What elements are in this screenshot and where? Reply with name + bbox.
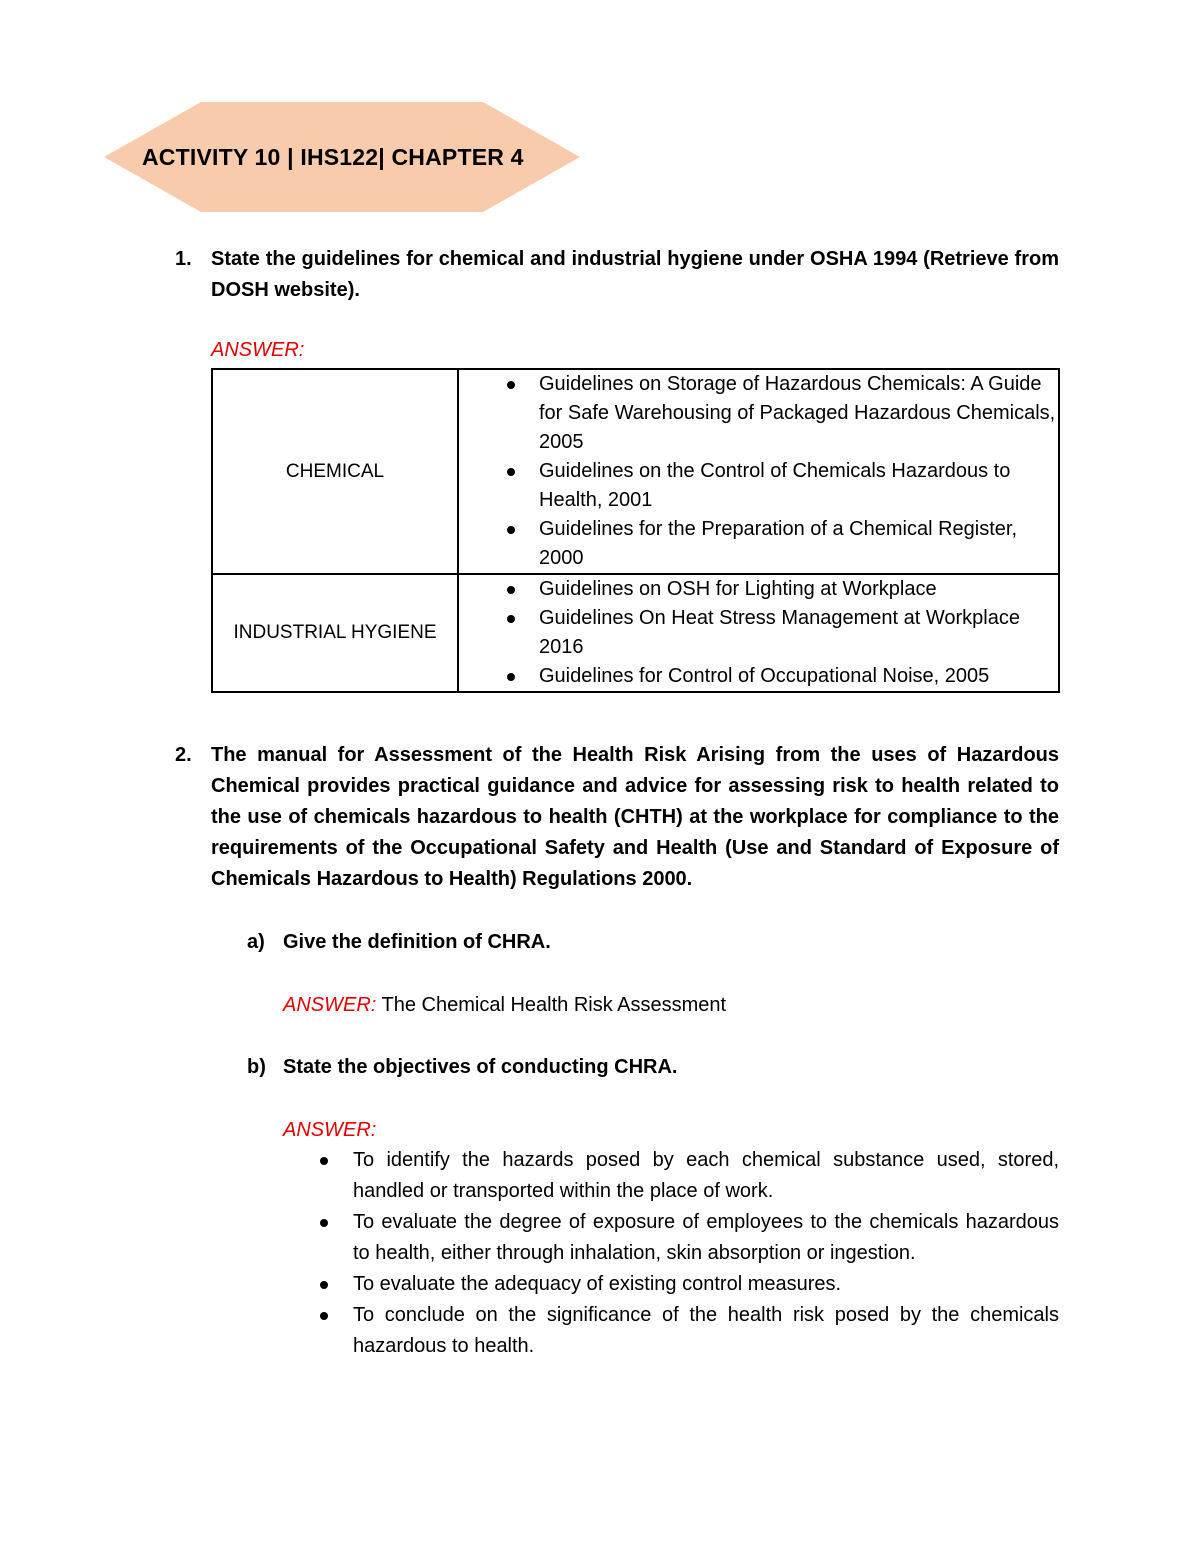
table-category-cell: INDUSTRIAL HYGIENE — [212, 574, 458, 692]
list-item: Guidelines on the Control of Chemicals Hazardous to Health, 2001 — [459, 457, 1058, 515]
sub-question-a — [247, 927, 551, 958]
sub-question-b-text: State the objectives of conducting CHRA. — [283, 1056, 678, 1078]
list-item: Guidelines for Control of Occupational Noise, 2005 — [459, 662, 1058, 691]
question-1 — [175, 244, 1059, 306]
answer-text: The Chemical Health Risk Assessment — [376, 994, 727, 1016]
objectives-list — [283, 1145, 1059, 1362]
guideline-list — [459, 370, 1058, 573]
sub-question-a-letter: a) — [247, 931, 265, 953]
question-1-text: State the guidelines for chemical and industrial hygiene under OSHA 1994 (Retrieve from DOSH website). — [211, 248, 1059, 301]
table-category-cell: CHEMICAL — [212, 369, 458, 574]
sub-question-b-answer-label: ANSWER: — [283, 1119, 377, 1141]
page-title: ACTIVITY 10 | IHS122| CHAPTER 4 — [142, 144, 524, 170]
table-items-cell — [458, 369, 1059, 574]
guideline-list — [459, 575, 1058, 691]
list-item: Guidelines on OSH for Lighting at Workplace — [459, 575, 1058, 604]
question-2-number: 2. — [175, 744, 192, 766]
question-1-answer-label: ANSWER: — [211, 339, 305, 361]
guidelines-table — [211, 368, 1060, 693]
table-row — [212, 574, 1059, 692]
sub-question-a-text: Give the definition of CHRA. — [283, 931, 551, 953]
table-items-cell — [458, 574, 1059, 692]
list-item: To evaluate the adequacy of existing control measures. — [283, 1269, 1059, 1300]
sub-question-b — [247, 1052, 678, 1083]
sub-question-b-letter: b) — [247, 1056, 266, 1078]
list-item: To evaluate the degree of exposure of employees to the chemicals hazardous to health, either through inhalation, skin absorption or ingestion. — [283, 1207, 1059, 1269]
list-item: Guidelines for the Preparation of a Chemical Register, 2000 — [459, 515, 1058, 573]
list-item: Guidelines On Heat Stress Management at Workplace 2016 — [459, 604, 1058, 662]
question-2-text: The manual for Assessment of the Health Risk Arising from the uses of Hazardous Chemical provides practical guidance and advice for assessing risk to health related to the use of chemicals hazardous to health (CHTH) at the workplace for compliance to the requirements of the Occupational Safety and Health (Use and Standard of Exposure of Chemicals Hazardous to Health) Regulations 2000. — [211, 744, 1059, 890]
list-item: To conclude on the significance of the health risk posed by the chemicals hazardous to health. — [283, 1300, 1059, 1362]
list-item: To identify the hazards posed by each chemical substance used, stored, handled or transported within the place of work. — [283, 1145, 1059, 1207]
list-item: Guidelines on Storage of Hazardous Chemicals: A Guide for Safe Warehousing of Packaged Hazardous Chemicals, 2005 — [459, 370, 1058, 457]
table-row — [212, 369, 1059, 574]
answer-label: ANSWER: — [283, 994, 377, 1016]
question-2 — [175, 740, 1059, 895]
question-1-number: 1. — [175, 248, 192, 270]
title-banner — [104, 102, 580, 212]
sub-question-a-answer — [283, 990, 726, 1021]
